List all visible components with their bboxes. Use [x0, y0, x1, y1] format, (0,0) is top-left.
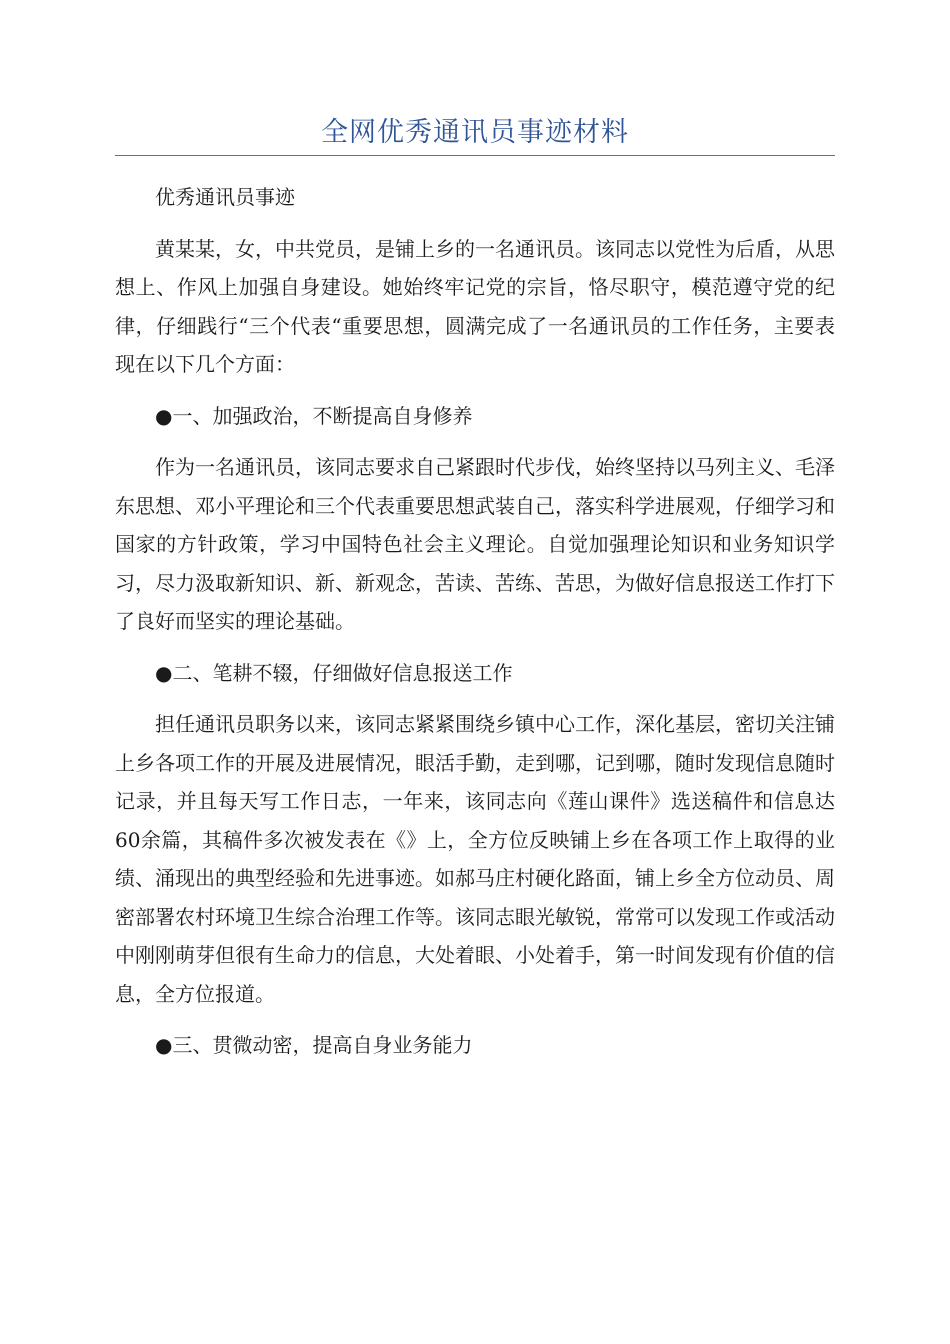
- intro-paragraph: 黄某某，女，中共党员，是铺上乡的一名通讯员。该同志以党性为后盾，从思想上、作风上加强自身建设。她始终牢记党的宗旨，恪尽职守，模范遵守党的纪律，仔细践行“三个代表“重要思想，圆满完成了一名通讯员的工作任务，主要表现在以下几个方面：: [115, 236, 835, 376]
- bullet-heading-2: ●二、笔耕不辍，仔细做好信息报送工作: [155, 660, 513, 685]
- body-paragraph-2: 担任通讯员职务以来，该同志紧紧围绕乡镇中心工作，深化基层，密切关注铺上乡各项工作的开展及进展情况，眼活手勤，走到哪，记到哪，随时发现信息随时记录，并且每天写工作日志，一年来，该同志向《莲山课件》选送稿件和信息达60余篇，其稿件多次被发表在《》上，全方位反映铺上乡在各项工作上取得的业绩、涌现出的典型经验和先进事迹。如郝马庄村硬化路面，铺上乡全方位动员、周密部署农村环境卫生综合治理工作等。该同志眼光敏锐，常常可以发现工作或活动中刚刚萌芽但很有生命力的信息，大处着眼、小处着手，第一时间发现有价值的信息，全方位报道。: [115, 712, 835, 1006]
- title-underline: [115, 155, 835, 156]
- bullet-heading-3: ●三、贯微动密，提高自身业务能力: [155, 1033, 473, 1057]
- document-page: [115, 0, 835, 1078]
- document-body: [115, 178, 835, 1065]
- bullet-heading-1: ●一、加强政治，不断提高自身修养: [155, 403, 473, 428]
- body-paragraph-1: 作为一名通讯员，该同志要求自己紧跟时代步伐，始终坚持以马列主义、毛泽东思想、邓小平理论和三个代表重要思想武装自己，落实科学进展观，仔细学习和国家的方针政策，学习中国特色社会主义理论。自觉加强理论知识和业务知识学习，尽力汲取新知识、新、新观念，苦读、苦练、苦思，为做好信息报送工作打下了良好而坚实的理论基础。: [115, 455, 835, 633]
- section-heading: 优秀通讯员事迹: [155, 185, 295, 209]
- document-title: 全网优秀通讯员事迹材料: [321, 117, 629, 148]
